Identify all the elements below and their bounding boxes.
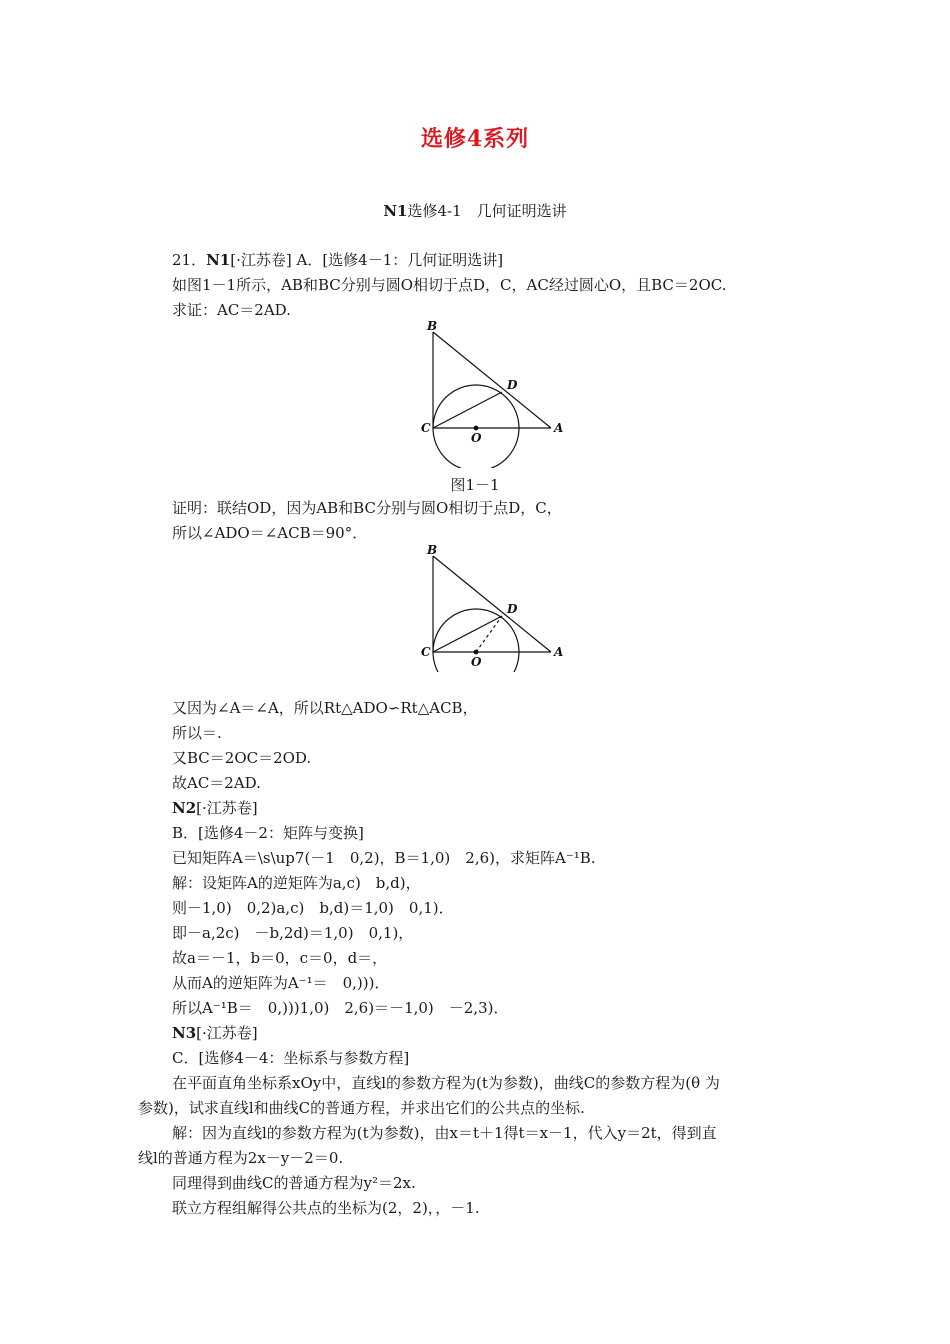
- segment-ba: [433, 332, 551, 428]
- label-a: A: [554, 421, 564, 435]
- segment-cd: [433, 616, 502, 652]
- q1-statement: 如图1－1所示，AB和BC分别与圆O相切于点D，C，AC经过圆心O，且BC＝2OC.: [172, 276, 727, 294]
- label-c: C: [421, 645, 431, 659]
- label-b: B: [427, 543, 438, 557]
- geometry-figure-2: [415, 542, 575, 672]
- proof-line-1: 证明：联结OD，因为AB和BC分别与圆O相切于点D，C，: [172, 499, 562, 517]
- label-c: C: [421, 421, 431, 435]
- q2-source: [·江苏卷]: [196, 799, 258, 817]
- center-dot: [474, 426, 479, 431]
- section-code: N1: [383, 202, 408, 220]
- segment-ba: [433, 556, 551, 652]
- q3-para-2b: 线l的普通方程为2x－y－2＝0.: [138, 1149, 344, 1167]
- q1-prove: 求证：AC＝2AD.: [172, 301, 291, 319]
- q3-para-4: 联立方程组解得公共点的坐标为(2，2)，，－1.: [172, 1199, 480, 1217]
- proof-line-4: 所以＝.: [172, 724, 222, 742]
- proof-line-6: 故AC＝2AD.: [172, 774, 261, 792]
- q2-topic: B．[选修4－2：矩阵与变换]: [172, 824, 364, 842]
- q3-para-3: 同理得到曲线C的普通方程为y²＝2x.: [172, 1174, 416, 1192]
- q3-para-2a: 解：因为直线l的参数方程为(t为参数)，由x＝t＋1得t＝x－1，代入y＝2t，得到直: [172, 1124, 717, 1142]
- label-d: D: [507, 378, 518, 392]
- proof-line-3: 又因为∠A＝∠A，所以Rt△ADO∽Rt△ACB，: [172, 699, 478, 717]
- q2-header: [172, 798, 258, 818]
- q1-source: [·江苏卷] A．[选修4－1：几何证明选讲]: [230, 251, 504, 269]
- q2-line-3: 则－1,0) 0,2)a,c) b,d)＝1,0) 0,1)．: [172, 899, 454, 917]
- q3-header: [172, 1023, 258, 1043]
- q1-code: N1: [206, 251, 231, 269]
- section-label: 选修4-1 几何证明选讲: [407, 202, 567, 220]
- q3-source: [·江苏卷]: [196, 1024, 258, 1042]
- label-o: O: [471, 431, 482, 445]
- geometry-figure-1: [415, 318, 575, 468]
- q2-line-5: 故a＝－1，b＝0，c＝0，d＝，: [172, 949, 388, 967]
- q2-line-2: 解：设矩阵A的逆矩阵为a,c) b,d)，: [172, 874, 421, 892]
- page-title: 选修4系列: [420, 126, 530, 152]
- segment-cd: [433, 392, 502, 428]
- label-o: O: [471, 655, 482, 669]
- segment-od-dashed: [476, 616, 502, 652]
- q2-line-1: 已知矩阵A＝\s\up7(－1 0,2)，B＝1,0) 2,6)，求矩阵A⁻¹B.: [172, 849, 596, 867]
- section-heading: [0, 200, 950, 221]
- proof-line-5: 又BC＝2OC＝2OD.: [172, 749, 312, 767]
- proof-line-2: 所以∠ADO＝∠ACB＝90°．: [172, 524, 368, 542]
- label-a: A: [554, 645, 564, 659]
- q2-line-4: 即－a,2c) －b,2d)＝1,0) 0,1)，: [172, 924, 414, 942]
- q2-code: N2: [172, 799, 197, 817]
- q3-topic: C．[选修4－4：坐标系与参数方程]: [172, 1049, 410, 1067]
- q1-header: [172, 250, 503, 270]
- label-d: D: [507, 602, 518, 616]
- q2-line-6: 从而A的逆矩阵为A⁻¹＝ 0,)))．: [172, 974, 390, 992]
- q3-para-1b: 参数)，试求直线l和曲线C的普通方程，并求出它们的公共点的坐标.: [138, 1099, 585, 1117]
- q3-code: N3: [172, 1024, 197, 1042]
- q3-para-1a: 在平面直角坐标系xOy中，直线l的参数方程为(t为参数)，曲线C的参数方程为(θ 为: [172, 1074, 720, 1092]
- label-b: B: [427, 319, 438, 333]
- center-dot: [474, 650, 479, 655]
- q1-number: 21．: [172, 251, 207, 269]
- q2-line-7: 所以A⁻¹B＝ 0,)))1,0) 2,6)＝－1,0) －2,3)．: [172, 999, 509, 1017]
- figure-caption: 图1－1: [450, 476, 500, 494]
